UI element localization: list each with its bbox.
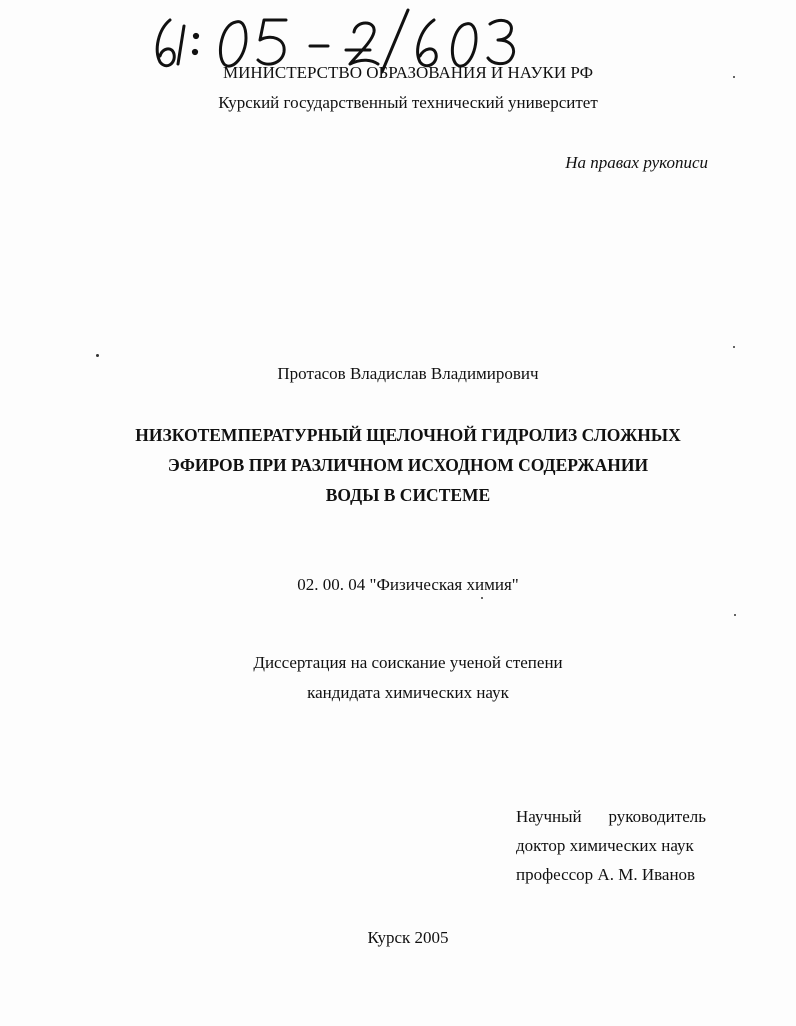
advisor-line-3: профессор А. М. Иванов	[516, 865, 696, 884]
advisor-line-2: доктор химических наук	[516, 836, 694, 855]
rights-note: На правах рукописи	[565, 153, 708, 172]
scan-speck	[733, 76, 735, 78]
advisor-word-1: Научный	[516, 807, 582, 826]
title-line-2: ЭФИРОВ ПРИ РАЗЛИЧНОМ ИСХОДНОМ СОДЕРЖАНИИ	[167, 455, 649, 475]
dissertation-title	[0, 420, 796, 510]
author-name: Протасов Владислав Владимирович	[277, 364, 539, 383]
title-line-1: НИЗКОТЕМПЕРАТУРНЫЙ ЩЕЛОЧНОЙ ГИДРОЛИЗ СЛОЖНЫХ	[135, 425, 681, 445]
degree-line-1: Диссертация на соискание ученой степени	[253, 653, 563, 672]
scan-speck	[481, 597, 483, 599]
scan-speck	[733, 346, 735, 348]
title-line-3: ВОДЫ В СИСТЕМЕ	[325, 485, 491, 505]
advisor-line-1	[516, 802, 706, 831]
advisor-word-2: руководитель	[608, 807, 706, 826]
degree-line-2: кандидата химических наук	[307, 683, 509, 702]
scan-speck	[96, 354, 99, 357]
specialty-code: 02. 00. 04 "Физическая химия"	[297, 575, 519, 594]
ministry-heading: МИНИСТЕРСТВО ОБРАЗОВАНИЯ И НАУКИ РФ	[222, 63, 594, 82]
university-name: Курский государственный технический университет	[218, 93, 598, 112]
advisor-block	[516, 802, 706, 889]
scan-speck	[734, 614, 736, 616]
city-year: Курск 2005	[367, 928, 449, 947]
